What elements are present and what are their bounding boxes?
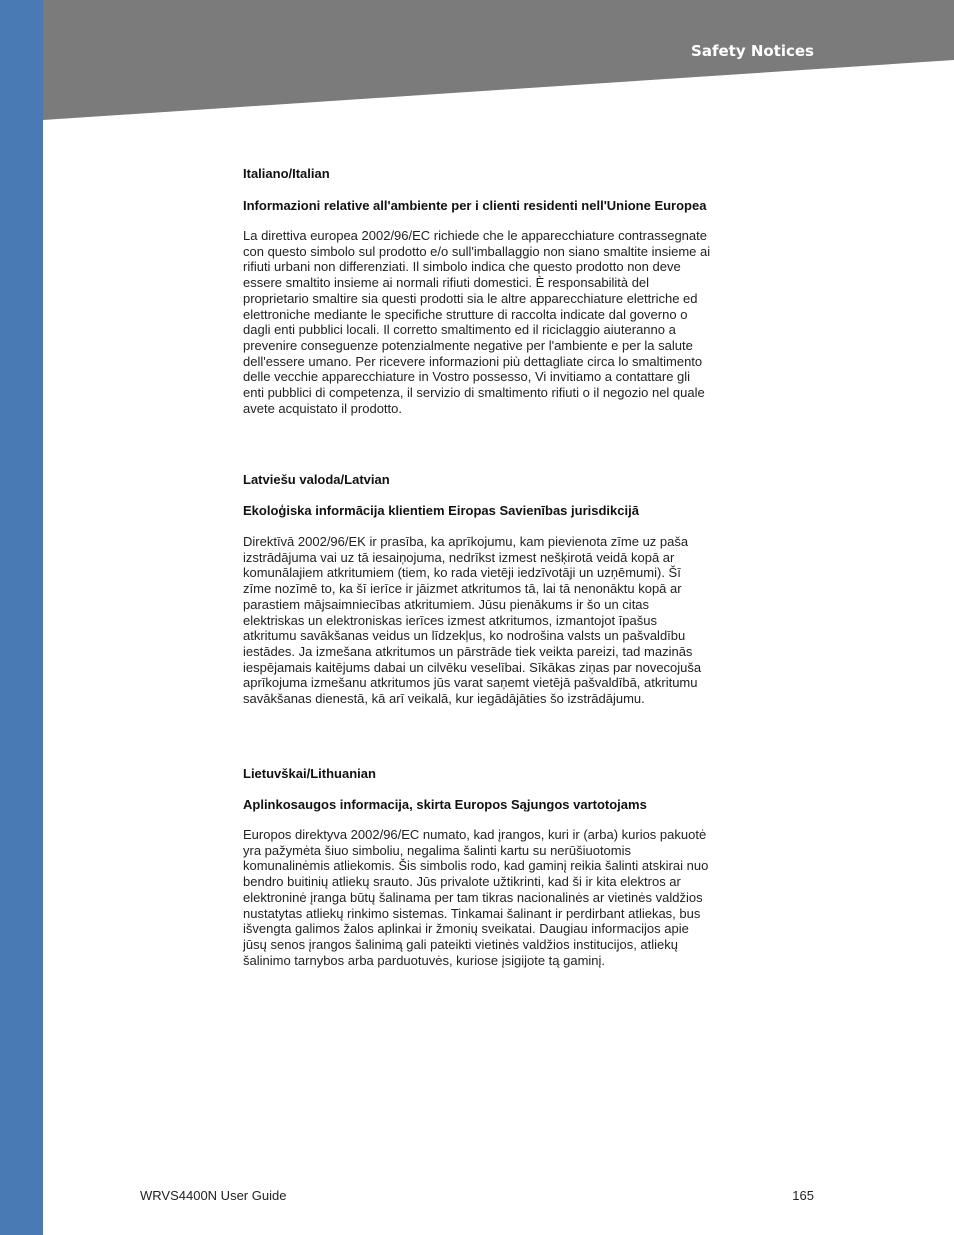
text-line: rifiuti urbani non differenziati. Il simbolo indica che questo prodotto non deve — [243, 259, 681, 275]
text-line: jūsų senos įrangos šalinimą gali pateikti vietinės valdžios institucijos, atliekų — [243, 936, 678, 952]
text-line: elettroniche mediante le specifiche strutture di raccolta indicate dal governo o — [243, 306, 688, 322]
text-line: prevenire conseguenze potenzialmente negative per l'ambiente e per la salute — [243, 337, 693, 353]
text-line: aprīkojuma izmešanu atkritumos jūs varat saņemt vietējā pašvaldībā, atkritumu — [243, 675, 698, 691]
text-line: essere smaltito insieme ai normali rifiuti domestici. È responsabilità del — [243, 275, 650, 291]
text-line: nustatytas atliekų rinkimo sistemas. Tinkamai šalinant ir perdirbant atliekas, bus — [243, 905, 701, 921]
paragraph-latvian — [243, 534, 735, 707]
header-band — [43, 0, 954, 125]
text-line: proprietario smaltire sia questi prodotti sia le altre apparecchiature elettriche ed — [243, 290, 698, 306]
section-title: Safety Notices — [691, 42, 814, 60]
side-accent-bar — [0, 0, 43, 1235]
text-line: con questo simbolo sul prodotto e/o sull'imballaggio non siano smaltite insieme ai — [243, 243, 711, 259]
language-heading-lithuanian: Lietuvškai/Lithuanian — [243, 766, 376, 781]
text-line: elektroninė įranga būtų šalinama per tam tikras nacionalinės ar vietinės valdžios — [243, 889, 703, 905]
subheading-latvian: Ekoloģiska informācija klientiem Eiropas Savienības jurisdikcijā — [243, 503, 639, 518]
text-line: Europos direktyva 2002/96/EC numato, kad įrangos, kuri ir (arba) kurios pakuotė — [243, 827, 707, 842]
text-line: elektriskas un elektroniskas ierīces izmest atkritumos, izmantojot īpašus — [243, 612, 657, 628]
subheading-lithuanian: Aplinkosaugos informacija, skirta Europos Sąjungos vartotojams — [243, 797, 647, 812]
text-line: Direktīvā 2002/96/EK ir prasība, ka aprīkojumu, kam pievienota zīme uz paša — [243, 534, 689, 549]
header-band-shape — [43, 0, 954, 125]
footer-guide-title: WRVS4400N User Guide — [140, 1188, 287, 1203]
text-line: parastiem mājsaimniecības atkritumiem. Jūsu pienākums ir šo un citas — [243, 596, 650, 612]
subheading-italian: Informazioni relative all'ambiente per i clienti residenti nell'Unione Europea — [243, 198, 707, 213]
text-line: savākšanas dienestā, kā arī veikalā, kur iegādājāties šo izstrādājumu. — [243, 691, 645, 707]
text-line: komunalinėmis atliekomis. Šis simbolis rodo, kad gaminį reikia šalinti atskirai nuo — [243, 858, 709, 874]
paragraph-italian — [243, 228, 735, 416]
text-line: avete acquistato il prodotto. — [243, 400, 402, 416]
text-line: delle vecchie apparecchiature in Vostro possesso, Vi invitiamo a contattare gli — [243, 369, 691, 385]
paragraph-lithuanian — [243, 827, 735, 968]
text-line: zīme nozīmē to, ka šī ierīce ir jāizmet atkritumos tā, lai tā nenonāktu kopā ar — [243, 581, 682, 597]
text-line: atkritumu savākšanas veidus un līdzekļus, ko nodrošina valsts un pašvaldību — [243, 628, 686, 644]
text-line: komunālajiem atkritumiem (tiem, ko rada vietēji iedzīvotāji un uzņēmumi). Šī — [243, 565, 681, 581]
text-line: bendro buitinių atliekų srauto. Jūs privalote užtikrinti, kad ši ir kita elektros ar — [243, 874, 681, 890]
text-line: iespējamais kaitējums dabai un cilvēku veselībai. Sīkākas ziņas par novecojuša — [243, 659, 702, 675]
text-line: iestādes. Ja izmešana atkritumos un pārstrāde tiek veikta pareizi, tad mazinās — [243, 643, 693, 659]
text-line: La direttiva europea 2002/96/EC richiede che le apparecchiature contrassegnate — [243, 228, 707, 243]
footer-page-number: 165 — [792, 1188, 814, 1203]
language-heading-latvian: Latviešu valoda/Latvian — [243, 472, 390, 487]
text-line: dagli enti pubblici locali. Il corretto smaltimento ed il riciclaggio aiuteranno a — [243, 322, 676, 338]
text-line: išvengta galimos žalos aplinkai ir žmonių sveikatai. Daugiau informacijos apie — [243, 921, 689, 937]
language-heading-italian: Italiano/Italian — [243, 166, 330, 181]
text-line: šalinimo tarnybos arba parduotuvės, kuriose įsigijote tą gaminį. — [243, 952, 606, 968]
text-line: dell'essere umano. Per ricevere informazioni più dettagliate circa lo smaltimento — [243, 353, 703, 369]
text-line: yra pažymėta šiuo simboliu, negalima šalinti kartu su nerūšiuotomis — [243, 842, 632, 858]
text-line: izstrādājuma vai uz tā iesaiņojuma, nedrīkst izmest nešķirotā veidā kopā ar — [243, 549, 675, 565]
text-line: enti pubblici di competenza, il servizio di smaltimento rifiuti o il negozio nel quale — [243, 385, 705, 401]
